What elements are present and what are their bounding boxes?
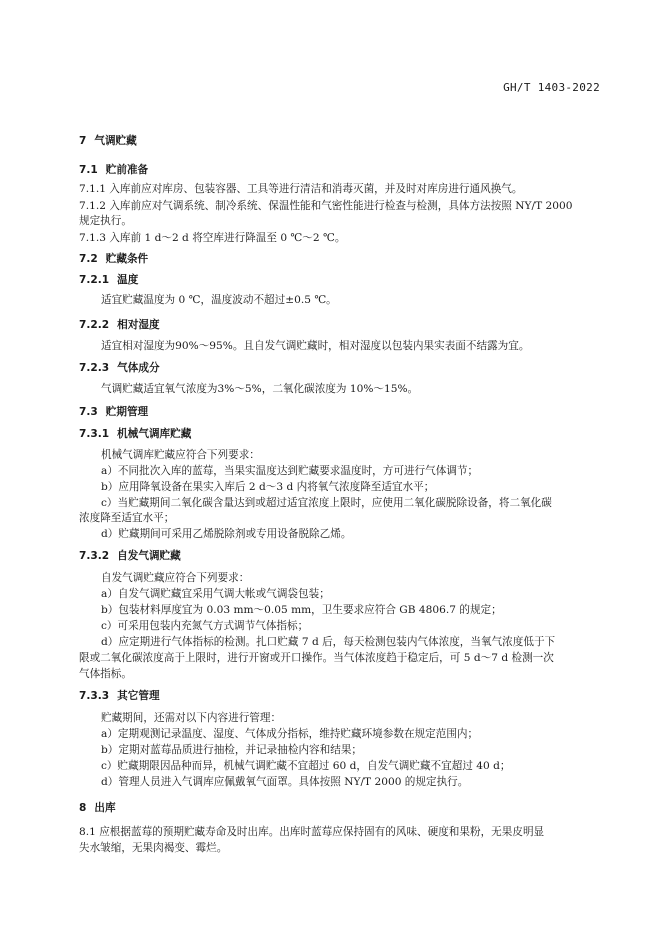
- list-item: d）应定期进行气体指标的检测。扎口贮藏 7 d 后，每天检测包装内气体浓度，当氧气浓度低于下: [101, 636, 556, 648]
- temperature-text: 适宜贮藏温度为 0 ℃，温度波动不超过±0.5 ℃。: [101, 294, 337, 306]
- section-title: 温度: [117, 274, 139, 286]
- list-item: b）定期对蓝莓品质进行抽检，并记录抽检内容和结果；: [101, 744, 363, 756]
- section-title: 贮期管理: [105, 406, 149, 418]
- section-number: 7.1: [79, 164, 98, 176]
- section-7-3-1-heading: [79, 427, 191, 441]
- section-title: 贮前准备: [105, 164, 149, 176]
- section-title: 出库: [94, 802, 116, 814]
- section-number: 7.3.3: [79, 690, 110, 702]
- modified-atmosphere-intro: 自发气调贮藏应符合下列要求：: [101, 572, 250, 584]
- section-title: 贮藏条件: [105, 253, 149, 265]
- list-item: c）贮藏期限因品种而异，机械气调贮藏不宜超过 60 d，自发气调贮藏不宜超过 40 d；: [101, 760, 511, 772]
- clause-7-1-3: 7.1.3 入库前 1 d～2 d 将空库进行降温至 0 ℃～2 ℃。: [79, 232, 346, 244]
- list-item: d）管理人员进入气调库应佩戴氧气面罩。具体按照 NY/T 2000 的规定执行。: [101, 776, 469, 788]
- section-title: 气调贮藏: [94, 135, 137, 147]
- section-7-2-1-heading: [79, 273, 138, 287]
- mechanical-ca-intro: 机械气调库贮藏应符合下列要求：: [101, 449, 260, 461]
- other-management-intro: 贮藏期间，还需对以下内容进行管理：: [101, 712, 282, 724]
- section-7-3-3-heading: [79, 689, 160, 703]
- section-7-3-2-heading: [79, 549, 181, 563]
- section-7-2-2-heading: [79, 318, 160, 332]
- section-8-heading: [79, 801, 116, 815]
- section-number: 7.3: [79, 406, 98, 418]
- clause-7-1-2-cont: 规定执行。: [79, 215, 132, 227]
- section-number: 7.2.3: [79, 362, 110, 374]
- section-title: 相对湿度: [117, 319, 160, 331]
- clause-7-1-2: 7.1.2 入库前应对气调系统、制冷系统、保温性能和气密性能进行检查与检测，具体方法按照 NY/T 2000: [79, 200, 573, 212]
- section-title: 自发气调贮藏: [117, 550, 181, 562]
- section-number: 7.2.2: [79, 319, 110, 331]
- section-number: 8: [79, 802, 87, 814]
- section-7-2-3-heading: [79, 361, 160, 375]
- list-item-cont: 浓度降至适宜水平；: [79, 512, 175, 524]
- list-item: c）可采用包装内充氮气方式调节气体指标；: [101, 620, 309, 632]
- clause-8-1: 8.1 应根据蓝莓的预期贮藏寿命及时出库。出库时蓝莓应保持固有的风味、硬度和果粉，无果皮明显: [79, 826, 545, 838]
- clause-8-1-cont: 失水皱缩，无果肉褐变、霉烂。: [79, 842, 228, 854]
- list-item: a）不同批次入库的蓝莓，当果实温度达到贮藏要求温度时，方可进行气体调节；: [101, 465, 479, 477]
- list-item: c）当贮藏期间二氧化碳含量达到或超过适宜浓度上限时，应使用二氧化碳脱除设备，将二氧化碳: [101, 497, 552, 509]
- list-item: a）定期观测记录温度、湿度、气体成分指标，维持贮藏环境参数在规定范围内；: [101, 728, 479, 740]
- standard-number: GH/T 1403-2022: [503, 81, 600, 94]
- section-number: 7.2.1: [79, 274, 110, 286]
- section-number: 7: [79, 135, 87, 147]
- list-item: b）包装材料厚度宜为 0.03 mm～0.05 mm，卫生要求应符合 GB 4806.7 的规定；: [101, 604, 502, 616]
- section-title: 气体成分: [117, 362, 160, 374]
- clause-7-1-1: 7.1.1 入库前应对库房、包装容器、工具等进行清洁和消毒灭菌，并及时对库房进行通风换气。: [79, 183, 523, 195]
- section-7-1-heading: [79, 163, 148, 177]
- list-item: a）自发气调贮藏宜采用气调大帐或气调袋包装；: [101, 588, 330, 600]
- humidity-text: 适宜相对湿度为90%～95%。且自发气调贮藏时，相对湿度以包装内果实表面不结露为宜。: [101, 340, 530, 352]
- list-item-cont: 气体指标。: [79, 668, 132, 680]
- section-number: 7.3.2: [79, 550, 110, 562]
- section-number: 7.3.1: [79, 428, 110, 440]
- list-item: d）贮藏期间可采用乙烯脱除剂或专用设备脱除乙烯。: [101, 528, 352, 540]
- gas-composition-text: 气调贮藏适宜氧气浓度为3%～5%，二氧化碳浓度为 10%～15%。: [101, 383, 419, 395]
- section-7-2-heading: [79, 252, 148, 266]
- section-title: 机械气调库贮藏: [117, 428, 192, 440]
- section-number: 7.2: [79, 253, 98, 265]
- list-item: b）应用降氧设备在果实入库后 2 d～3 d 内将氧气浓度降至适宜水平；: [101, 481, 435, 493]
- section-7-heading: [79, 134, 137, 148]
- list-item-cont: 限或二氧化碳浓度高于上限时，进行开窗或开口操作。当气体浓度趋于稳定后，可 5 d～7 d 检测一次: [79, 652, 554, 664]
- section-title: 其它管理: [117, 690, 160, 702]
- section-7-3-heading: [79, 405, 148, 419]
